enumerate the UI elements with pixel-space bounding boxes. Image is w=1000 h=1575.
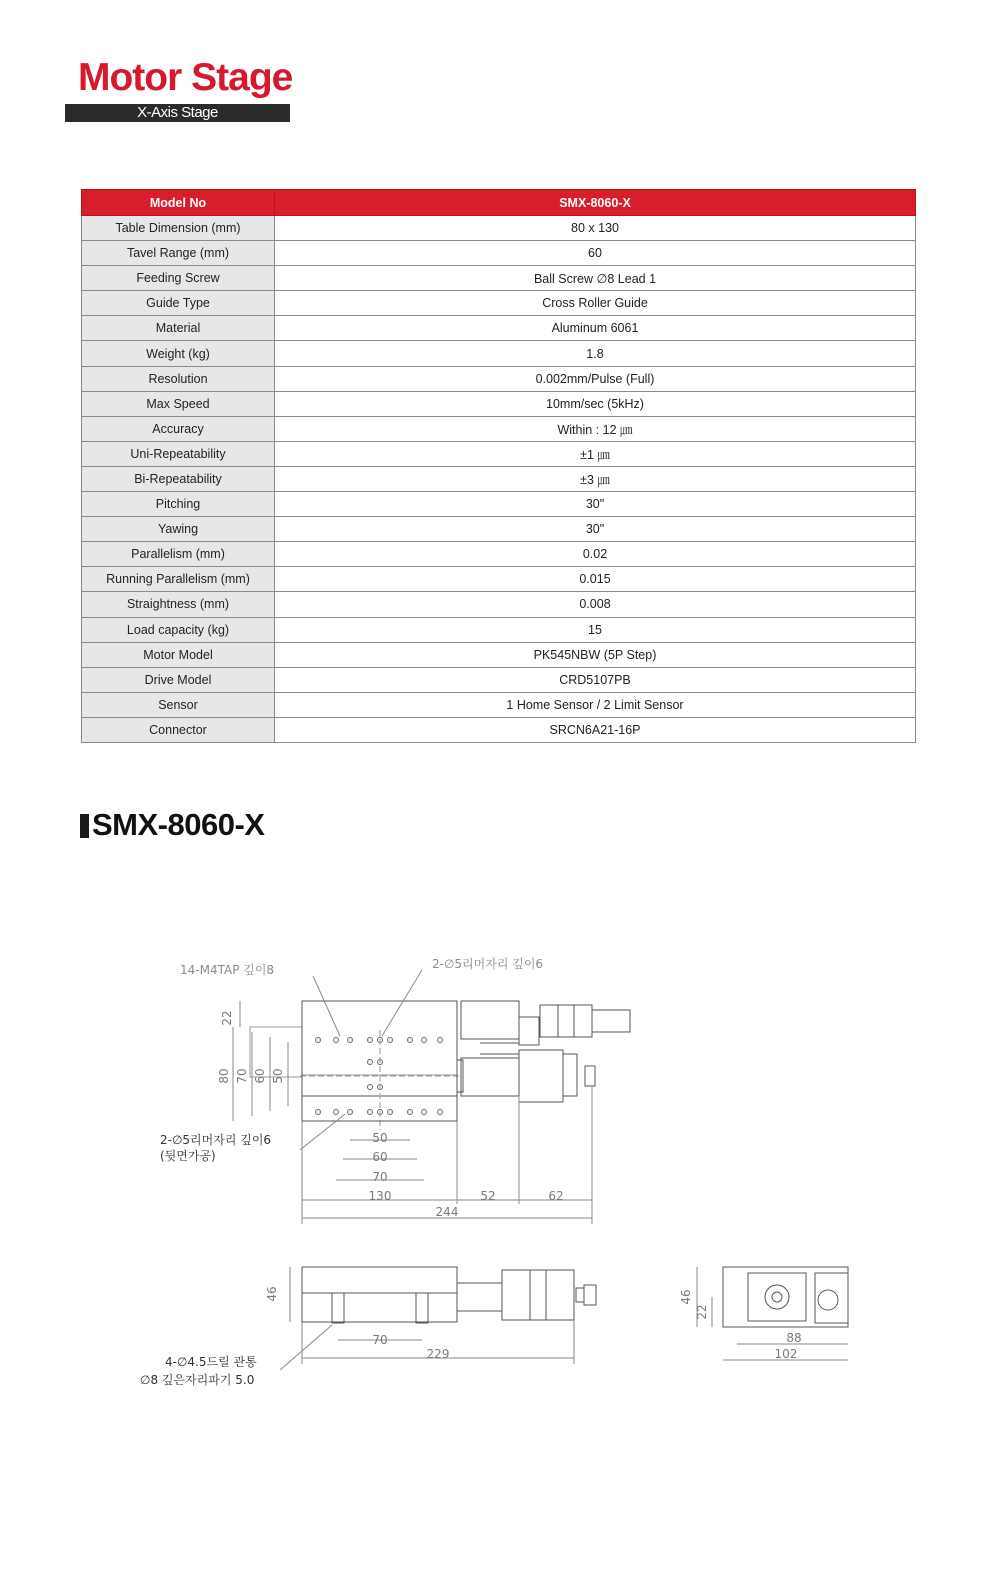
- spec-value: Within : 12 ㎛: [275, 416, 916, 441]
- table-row: [82, 667, 916, 692]
- dim-h60: 60: [372, 1150, 388, 1164]
- spec-label: Yawing: [82, 517, 275, 542]
- dim-end-46: 46: [679, 1289, 693, 1305]
- dim-229: 229: [426, 1347, 450, 1361]
- spec-value: 1.8: [275, 341, 916, 366]
- counterbore-note: ∅8 깊은자리파기 5.0: [140, 1373, 255, 1387]
- dim-70: 70: [235, 1068, 249, 1084]
- spec-value: ±3 ㎛: [275, 466, 916, 491]
- dim-88: 88: [786, 1331, 802, 1345]
- spec-label: Weight (kg): [82, 341, 275, 366]
- spec-value: 0.015: [275, 567, 916, 592]
- spec-label: Pitching: [82, 492, 275, 517]
- spec-table-header-row: [82, 190, 916, 216]
- spec-value: 30": [275, 492, 916, 517]
- spec-label: Feeding Screw: [82, 266, 275, 291]
- spec-value: SRCN6A21-16P: [275, 717, 916, 742]
- table-row: [82, 717, 916, 742]
- spec-label: Tavel Range (mm): [82, 241, 275, 266]
- spec-value: Ball Screw ∅8 Lead 1: [275, 266, 916, 291]
- end-view-outline: [723, 1267, 848, 1327]
- spec-value: 60: [275, 241, 916, 266]
- dim-front-70: 70: [372, 1333, 388, 1347]
- page-title: Motor Stage: [78, 56, 293, 99]
- spec-value: 0.008: [275, 592, 916, 617]
- dim-244: 244: [435, 1205, 459, 1219]
- dim-52: 52: [480, 1189, 496, 1203]
- table-row: [82, 316, 916, 341]
- spec-value: ±1 ㎛: [275, 441, 916, 466]
- dim-front-46: 46: [265, 1286, 279, 1302]
- table-row: [82, 692, 916, 717]
- dim-h50: 50: [372, 1131, 388, 1145]
- reamer-left-subnote: (뒷면가공): [160, 1149, 216, 1163]
- spec-header-value: SMX-8060-X: [275, 190, 916, 216]
- dim-h70: 70: [372, 1170, 388, 1184]
- spec-value: Cross Roller Guide: [275, 291, 916, 316]
- spec-label: Accuracy: [82, 416, 275, 441]
- spec-label: Parallelism (mm): [82, 542, 275, 567]
- spec-value: CRD5107PB: [275, 667, 916, 692]
- drill-note: 4-∅4.5드릴 관통: [165, 1355, 257, 1369]
- front-view-outline: [302, 1267, 596, 1323]
- spec-label: Material: [82, 316, 275, 341]
- dim-62: 62: [548, 1189, 564, 1203]
- top-view-holes: [316, 1038, 443, 1115]
- reamer-left-note: 2-∅5리머자리 깊이6: [160, 1133, 272, 1147]
- table-row: [82, 341, 916, 366]
- dim-130: 130: [368, 1189, 392, 1203]
- spec-label: Guide Type: [82, 291, 275, 316]
- top-view-centerlines: [300, 1030, 460, 1130]
- spec-value: PK545NBW (5P Step): [275, 642, 916, 667]
- section-title: [80, 806, 264, 844]
- top-view-dimension-lines: [233, 970, 592, 1224]
- section-title-text: SMX-8060-X: [92, 807, 265, 842]
- table-row: [82, 441, 916, 466]
- page-subtitle: X-Axis Stage: [137, 104, 218, 121]
- table-row: [82, 542, 916, 567]
- table-row: [82, 567, 916, 592]
- table-row: [82, 617, 916, 642]
- table-row: [82, 266, 916, 291]
- spec-label: Load capacity (kg): [82, 617, 275, 642]
- spec-value: 10mm/sec (5kHz): [275, 391, 916, 416]
- spec-header-label: Model No: [82, 190, 275, 216]
- spec-label: Drive Model: [82, 667, 275, 692]
- spec-value: Aluminum 6061: [275, 316, 916, 341]
- spec-value: 0.02: [275, 542, 916, 567]
- reamer-top-note: 2-∅5리머자리 깊이6: [432, 957, 544, 971]
- spec-label: Straightness (mm): [82, 592, 275, 617]
- spec-label: Bi-Repeatability: [82, 466, 275, 491]
- spec-value: 15: [275, 617, 916, 642]
- spec-label: Running Parallelism (mm): [82, 567, 275, 592]
- spec-label: Sensor: [82, 692, 275, 717]
- top-view-outline: [250, 1001, 630, 1102]
- subtitle-banner: [65, 104, 290, 122]
- table-row: [82, 241, 916, 266]
- dim-80: 80: [217, 1068, 231, 1084]
- spec-value: 80 x 130: [275, 216, 916, 241]
- spec-label: Motor Model: [82, 642, 275, 667]
- table-row: [82, 466, 916, 491]
- tap-note: 14-M4TAP 깊이8: [180, 963, 275, 977]
- spec-label: Uni-Repeatability: [82, 441, 275, 466]
- spec-label: Resolution: [82, 366, 275, 391]
- spec-label: Table Dimension (mm): [82, 216, 275, 241]
- table-row: [82, 216, 916, 241]
- dim-22: 22: [220, 1010, 234, 1026]
- table-row: [82, 291, 916, 316]
- table-row: [82, 366, 916, 391]
- table-row: [82, 517, 916, 542]
- dim-50: 50: [271, 1068, 285, 1084]
- spec-value: 30": [275, 517, 916, 542]
- spec-value: 1 Home Sensor / 2 Limit Sensor: [275, 692, 916, 717]
- dim-60: 60: [253, 1068, 267, 1084]
- spec-label: Max Speed: [82, 391, 275, 416]
- dim-102: 102: [774, 1347, 798, 1361]
- spec-label: Connector: [82, 717, 275, 742]
- spec-table: [81, 189, 916, 743]
- table-row: [82, 492, 916, 517]
- spec-value: 0.002mm/Pulse (Full): [275, 366, 916, 391]
- table-row: [82, 592, 916, 617]
- table-row: [82, 642, 916, 667]
- table-row: [82, 416, 916, 441]
- technical-drawing: [0, 940, 1000, 1410]
- table-row: [82, 391, 916, 416]
- end-view-dimension-lines: [697, 1267, 848, 1360]
- dim-end-22: 22: [695, 1304, 709, 1320]
- section-marker: [80, 814, 89, 838]
